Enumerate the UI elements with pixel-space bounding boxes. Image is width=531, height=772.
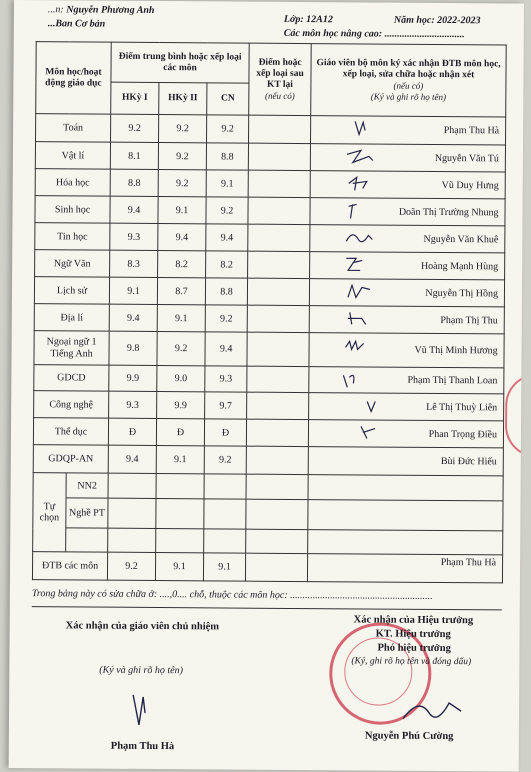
principal-role: KT. Hiệu trưởng [375, 628, 451, 641]
subject-name: GDQP-AN [33, 445, 108, 474]
score-cn: 9.3 [205, 366, 247, 392]
retest-cell [247, 366, 309, 392]
retest-cell [248, 224, 310, 251]
subject-name: Toán [36, 114, 111, 143]
teacher-cell [309, 393, 504, 421]
retest-cell [248, 170, 310, 197]
signature-mark [341, 395, 387, 415]
corrections-line: Trong bảng này có sửa chữa ở: ....,0.... chỗ, thuộc các môn học: ......................................................... [31, 588, 433, 602]
score-hk1: Đ [108, 418, 156, 445]
elective-cell [308, 530, 503, 555]
retest-cell [247, 392, 309, 419]
elective-row [33, 473, 503, 501]
score-hk2: 9.1 [158, 197, 206, 224]
student-name: Nguyễn Phương Anh [66, 4, 155, 16]
retest-cell [249, 115, 311, 143]
dtb-hk2: 9.1 [155, 553, 203, 581]
principal-name: Nguyễn Phú Cường [364, 730, 454, 743]
subject-name: Sinh học [35, 196, 110, 224]
score-hk1: 8.8 [110, 169, 158, 196]
retest-cell [246, 419, 308, 446]
elective-cell [246, 499, 308, 529]
score-hk2: 9.2 [159, 115, 207, 143]
score-hk1: 9.9 [109, 365, 157, 391]
retest-cell [247, 332, 309, 366]
score-hk2: 9.2 [158, 143, 206, 170]
teacher-name: Phan Trọng Điều [428, 428, 498, 440]
elective-cell [308, 500, 503, 531]
col-teacher-note-2: (Ký và ghi rõ họ tên) [370, 90, 447, 102]
score-hk2: 9.2 [158, 170, 206, 197]
table-row [35, 169, 505, 199]
col-retest-note: (nếu có) [264, 90, 295, 101]
table-row [33, 445, 503, 476]
score-hk1: 9.2 [111, 114, 159, 142]
col-retest-title: Điểm hoặc xếp loại sau KT lại [256, 57, 304, 90]
score-hk1: 8.3 [110, 250, 158, 277]
elective-cell [156, 529, 204, 553]
score-hk2: 9.0 [157, 366, 205, 392]
teacher-name: Phạm Thu Hà [443, 125, 500, 137]
score-hk2: 9.9 [157, 392, 205, 419]
teacher-name: Vũ Duy Hưng [441, 179, 499, 191]
score-hk2: 8.2 [158, 251, 206, 278]
subject-name: Công nghệ [34, 391, 109, 419]
elective-cell [204, 499, 246, 529]
teacher-cell [308, 420, 503, 448]
score-hk2: 8.7 [157, 278, 205, 305]
table-row [35, 196, 505, 226]
teacher-cell [308, 447, 503, 476]
homeroom-teacher-title: Xác nhận của giáo viên chủ nhiệm [65, 620, 220, 633]
advanced-subjects: Các môn học nâng cao: ................................ [283, 27, 465, 41]
col-average-header: Điểm trung bình hoặc xếp loại các môn [111, 42, 249, 83]
homeroom-teacher-note: (Ký và ghi rõ họ tên) [99, 664, 183, 677]
elective-nghe-pt: Nghề PT [66, 498, 108, 528]
dtb-cn: 9.1 [203, 553, 245, 581]
retest-cell [245, 553, 307, 581]
edge-seal [505, 373, 524, 457]
teacher-name: Hoàng Mạnh Hùng [420, 260, 499, 272]
homeroom-teacher-signature [119, 691, 159, 731]
elective-cell [156, 499, 204, 529]
signature-mark [343, 200, 389, 220]
name-prefix: ...n: [47, 4, 67, 16]
teacher-cell [307, 554, 502, 583]
subject-name: Vật lí [35, 142, 110, 170]
teacher-cell [310, 225, 505, 253]
col-teacher-note-1: (nếu có) [393, 80, 424, 91]
teacher-name: Doãn Thị Trường Nhung [398, 206, 499, 218]
elective-nn2: NN2 [66, 473, 108, 498]
subject-name: Lịch sử [34, 277, 109, 305]
signature-mark [343, 146, 389, 166]
retest-cell [247, 305, 309, 332]
elective-cell [204, 529, 246, 553]
col-cn-header: CN [207, 83, 249, 115]
col-hk1-header: HKỳ I [111, 82, 159, 114]
signature-mark [343, 118, 389, 138]
report-card-page [9, 0, 524, 772]
score-cn: 9.1 [206, 170, 248, 197]
score-cn: 9.4 [205, 332, 247, 366]
teacher-name: Phạm Thị Thanh Loan [407, 374, 498, 387]
elective-cell [108, 498, 156, 528]
score-cn: 9.4 [206, 224, 248, 251]
subject-name: Ngoại ngữ 1 Tiếng Anh [34, 331, 109, 366]
score-cn: 8.8 [206, 143, 248, 170]
signature-mark [342, 335, 388, 355]
subject-name: GDCD [34, 365, 109, 392]
score-hk1: 9.3 [110, 223, 158, 250]
retest-cell [246, 446, 308, 474]
table-row [35, 250, 505, 280]
score-hk1: 9.3 [109, 391, 157, 418]
principal-title: Xác nhận của Hiệu trưởng [353, 614, 474, 627]
score-hk1: 9.1 [109, 277, 157, 304]
teacher-cell [311, 116, 506, 145]
program-line: ...Ban Cơ bản [47, 18, 106, 30]
score-hk1: 9.4 [110, 196, 158, 223]
teacher-cell [309, 279, 504, 307]
score-hk1: 8.1 [110, 142, 158, 169]
teacher-name: Lê Thị Thuỳ Liên [426, 401, 498, 413]
table-row [34, 277, 504, 307]
school-year: Năm học: 2022-2023 [393, 14, 481, 27]
elective-cell [204, 474, 246, 499]
elective-cell [66, 528, 108, 552]
retest-cell [248, 251, 310, 278]
teacher-cell [309, 306, 504, 334]
subject-name: Thể dục [33, 418, 108, 446]
elective-group-label: Tự chọn [33, 473, 67, 552]
dtb-hk1: 9.2 [107, 552, 155, 580]
elective-row [33, 528, 503, 555]
score-hk1: 9.4 [109, 304, 157, 331]
teacher-name: Nguyễn Thị Hồng [425, 287, 499, 299]
score-hk2: 9.1 [157, 305, 205, 332]
col-retest-header [249, 43, 312, 115]
score-cn: 9.7 [205, 392, 247, 419]
score-hk2: Đ [156, 419, 204, 446]
retest-cell [248, 143, 310, 170]
col-teacher-title: Giáo viên bộ môn ký xác nhận ĐTB môn học, xếp loại, sửa chữa hoặc nhận xét [316, 57, 501, 80]
teacher-name: Nguyễn Văn Tú [434, 152, 499, 164]
principal-role-2: Phó hiệu trưởng [377, 642, 451, 655]
dtb-label: ĐTB các môn [32, 552, 107, 581]
signature-mark [342, 281, 388, 301]
retest-cell [248, 197, 310, 224]
score-cn: 9.2 [204, 446, 246, 474]
signature-mark [342, 254, 388, 274]
teacher-cell [309, 367, 504, 394]
teacher-cell [310, 144, 505, 172]
col-teacher-header [311, 44, 506, 117]
signature-mark [342, 227, 388, 247]
dtb-row [32, 552, 502, 583]
score-cn: 8.8 [205, 278, 247, 305]
teacher-cell [309, 333, 504, 368]
teacher-cell [310, 198, 505, 226]
score-hk1: 9.8 [109, 331, 157, 365]
elective-cell [108, 473, 156, 498]
score-cn: Đ [204, 419, 246, 446]
subject-name: Địa lí [34, 304, 109, 332]
score-hk2: 9.2 [157, 332, 205, 366]
table-row [33, 418, 503, 448]
retest-cell [247, 278, 309, 305]
table-row [34, 365, 504, 394]
score-cn: 9.2 [206, 197, 248, 224]
principal-note: (Ký, ghi rõ họ tên và đóng dấu) [351, 656, 472, 668]
table-row [34, 331, 504, 368]
homeroom-teacher-name: Phạm Thu Hà [110, 740, 175, 753]
signature-mark [341, 369, 387, 389]
elective-cell [308, 475, 503, 501]
teacher-name: Bùi Đức Hiếu [440, 455, 497, 468]
score-hk2: 9.4 [158, 224, 206, 251]
table-row [36, 114, 506, 145]
col-subject-header: Môn học/hoạt động giáo dục [36, 42, 112, 115]
signature-mark [341, 422, 387, 442]
table-row [35, 142, 505, 172]
signature-mark [343, 173, 389, 193]
class-label: Lớp: 12A12 [283, 13, 333, 26]
subject-name: Hóa học [35, 169, 110, 197]
principal-signature [399, 693, 469, 729]
teacher-name: Vũ Thị Minh Hương [414, 344, 498, 357]
grades-table [32, 41, 507, 583]
subject-name: Tin học [35, 223, 110, 251]
score-cn: 9.2 [205, 305, 247, 332]
signature-mark [342, 308, 388, 328]
score-cn: 8.2 [206, 251, 248, 278]
teacher-name: Phạm Thu Hà [440, 556, 497, 569]
elective-row [33, 498, 503, 531]
elective-cell [156, 474, 204, 499]
teacher-cell [310, 252, 505, 280]
score-hk2: 9.1 [156, 446, 204, 474]
elective-cell [108, 528, 156, 552]
col-hk2-header: HKỳ II [159, 83, 207, 115]
teacher-name: Nguyễn Văn Khuê [423, 233, 499, 245]
student-name-line [48, 4, 155, 16]
table-row [35, 223, 505, 253]
table-row [34, 304, 504, 334]
elective-cell [246, 529, 308, 553]
divider [32, 606, 502, 610]
score-cn: 9.2 [207, 115, 249, 143]
teacher-cell [310, 171, 505, 199]
subject-name: Ngữ Văn [35, 250, 110, 278]
teacher-name: Phạm Thị Thu [440, 314, 498, 326]
table-row [34, 391, 504, 421]
elective-cell [246, 474, 308, 499]
score-hk1: 9.4 [108, 445, 156, 473]
